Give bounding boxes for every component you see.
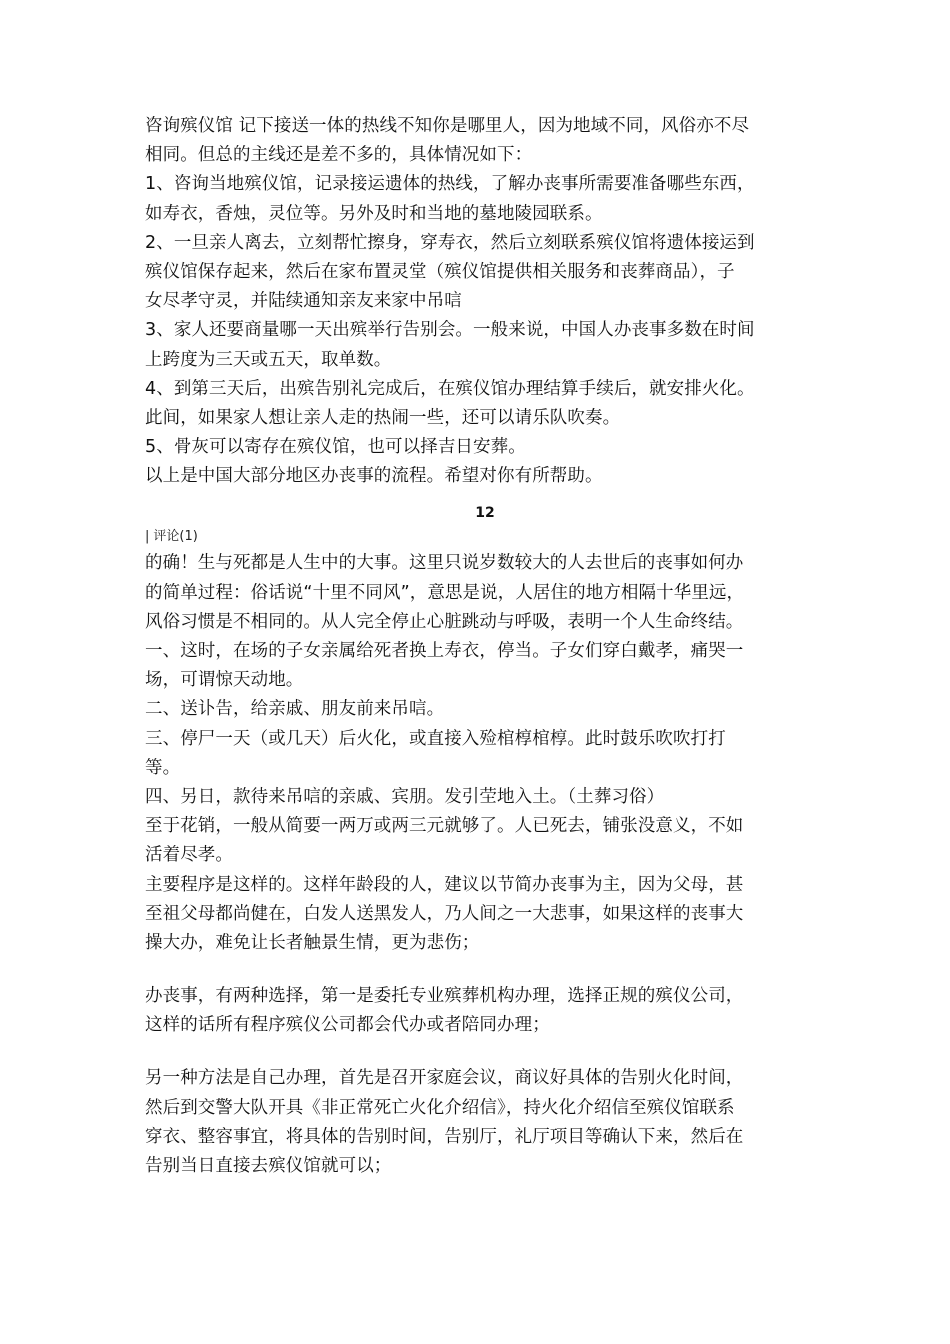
text-line: 此间，如果家人想让亲人走的热闹一些，还可以请乐队吹奏。 — [145, 407, 621, 428]
text-line: 的简单过程：俗话说“十里不同风”，意思是说，人居住的地方相隔十华里远， — [145, 582, 745, 603]
answer-block-1 — [145, 112, 825, 491]
paragraph-gap — [145, 1040, 825, 1064]
text-line: 风俗习惯是不相同的。从人完全停止心脏跳动与呼吸，表明一个人生命终结。 — [145, 611, 744, 632]
text-line: 上跨度为三天或五天，取单数。 — [145, 349, 392, 370]
text-line: 一、这时，在场的子女亲属给死者换上寿衣，停当。子女们穿白戴孝，痛哭一 — [145, 641, 744, 661]
text-line: 四、另日，款待来吊唁的亲戚、宾朋。发引茔地入土。（土葬习俗） — [145, 786, 665, 807]
answer-block-2 — [145, 549, 825, 958]
comment-link-label[interactable]: 评论(1) — [153, 529, 198, 545]
text-line: 如寿衣，香烛，灵位等。另外及时和当地的墓地陵园联系。 — [145, 203, 603, 224]
text-line: 活着尽孝。 — [145, 845, 233, 866]
text-line: 2、一旦亲人离去，立刻帮忙擦身，穿寿衣，然后立刻联系殡仪馆将遗体接运到 — [145, 232, 755, 253]
text-line: 以上是中国大部分地区办丧事的流程。希望对你有所帮助。 — [145, 466, 603, 487]
text-line: 1、咨询当地殡仪馆，记录接运遗体的热线，了解办丧事所需要准备哪些东西， — [145, 174, 755, 195]
text-line: 办丧事，有两种选择，第一是委托专业殡葬机构办理，选择正规的殡仪公司， — [145, 986, 744, 1007]
text-line: 告别当日直接去殡仪馆就可以； — [145, 1156, 392, 1176]
paragraph-choice — [145, 982, 825, 1040]
text-line: 场，可谓惊天动地。 — [145, 670, 304, 691]
text-line: 殡仪馆保存起来，然后在家布置灵堂（殡仪馆提供相关服务和丧葬商品），子 — [145, 261, 735, 282]
text-line: 相同。但总的主线还是差不多的，具体情况如下： — [145, 145, 533, 166]
separator-bar: | — [145, 529, 150, 545]
text-line: 的确！生与死都是人生中的大事。这里只说岁数较大的人去世后的丧事如何办 — [145, 553, 744, 574]
text-line: 至祖父母都尚健在，白发人送黑发人，乃人间之一大悲事，如果这样的丧事大 — [145, 903, 744, 924]
document-page — [145, 112, 825, 1181]
text-line: 然后到交警大队开具《非正常死亡火化介绍信》，持火化介绍信至殡仪馆联系 — [145, 1097, 735, 1118]
text-line: 4、到第三天后，出殡告别礼完成后，在殡仪馆办理结算手续后，就安排火化。 — [145, 378, 755, 399]
text-line: 操大办，难免让长者触景生情，更为悲伤； — [145, 932, 480, 953]
text-line: 女尽孝守灵，并陆续通知亲友来家中吊唁 — [145, 291, 462, 312]
text-line: 等。 — [145, 757, 181, 778]
paragraph-gap — [145, 958, 825, 982]
text-line: 穿衣、整容事宜，将具体的告别时间，告别厅，礼厅项目等确认下来，然后在 — [145, 1126, 744, 1147]
paragraph-self — [145, 1064, 825, 1181]
text-line: 另一种方法是自己办理，首先是召开家庭会议，商议好具体的告别火化时间， — [145, 1068, 744, 1089]
text-line: 三、停尸一天（或几天）后火化，或直接入殓棺椁棺椁。此时鼓乐吹吹打打 — [145, 728, 726, 749]
text-line: 至于花销，一般从简要一两万或两三元就够了。人已死去，铺张没意义，不如 — [145, 816, 744, 837]
page-number: 12 — [475, 505, 495, 522]
text-line: 咨询殡仪馆 记下接送一体的热线不知你是哪里人，因为地域不同，风俗亦不尽 — [145, 116, 750, 136]
text-line: 二、送讣告，给亲戚、朋友前来吊唁。 — [145, 699, 445, 720]
text-line: 5、骨灰可以寄存在殡仪馆，也可以择吉日安葬。 — [145, 437, 526, 458]
text-line: 这样的话所有程序殡仪公司都会代办或者陪同办理； — [145, 1015, 550, 1036]
text-line: 主要程序是这样的。这样年龄段的人，建议以节简办丧事为主，因为父母，甚 — [145, 874, 744, 895]
text-line: 3、家人还要商量哪一天出殡举行告别会。一般来说，中国人办丧事多数在时间 — [145, 320, 755, 341]
comment-link[interactable] — [145, 527, 825, 547]
